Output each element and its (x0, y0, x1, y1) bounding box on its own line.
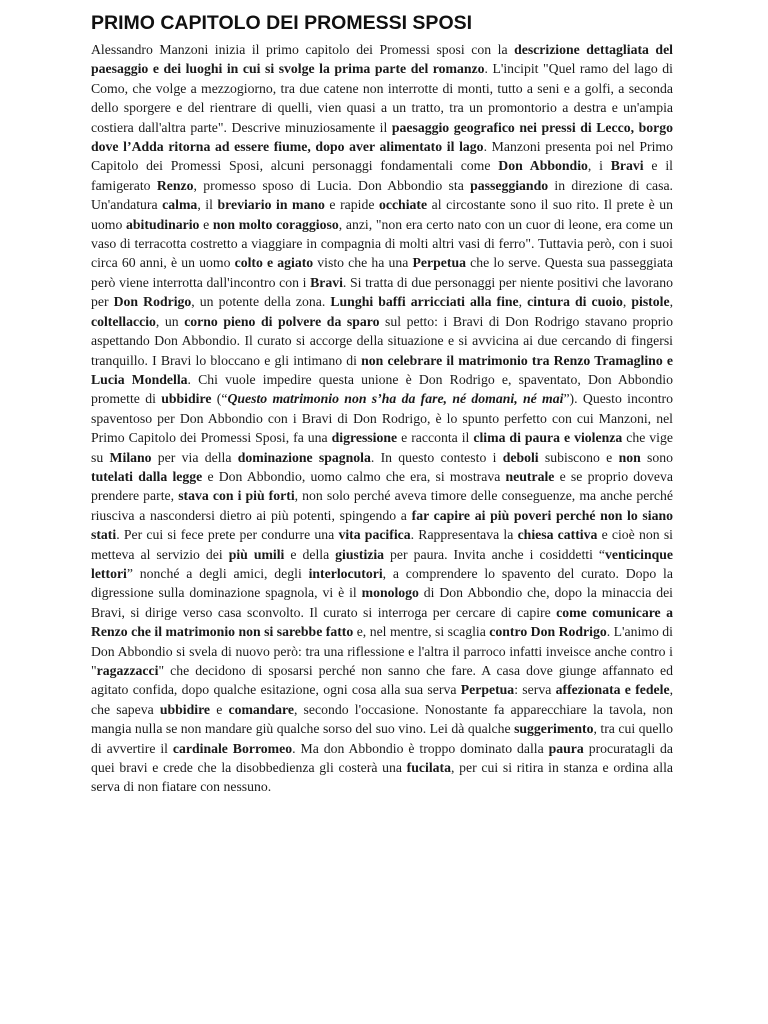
emphasis-bold-text: cardinale Borromeo (172, 740, 293, 756)
body-text-run: , (622, 294, 632, 310)
emphasis-bold-text: paesaggio geografico nei pressi di Lecco, borgo dove l’Adda ritorna ad essere fiume, dopo aver alimentato il lago (91, 119, 673, 155)
emphasis-bold-text: calma (162, 197, 198, 213)
emphasis-bold-text: non (618, 449, 641, 465)
emphasis-bold-text: cintura di cuoio (527, 294, 623, 310)
emphasis-bold-text: Milano (109, 449, 152, 465)
body-text-run: , il (197, 197, 218, 213)
emphasis-bold-text: vita pacifica (338, 527, 411, 543)
page-title: PRIMO CAPITOLO DEI PROMESSI SPOSI (91, 12, 473, 34)
body-text-run: sul petto: i Bravi di Don Rodrigo stavano proprio aspettando Don Abbondio. Il curato si accorge della situazione e si avvicina ai due cercando di fingersi tranquillo. I Bravi lo bloccano e gli intimano di (91, 313, 673, 368)
emphasis-bold-text: Renzo (156, 177, 194, 193)
body-text-run: e rapide (324, 197, 379, 213)
body-text-run: , un potente della zona. (191, 294, 331, 310)
emphasis-bold-text: breviario in mano (217, 197, 325, 213)
body-text-run: . Si tratta di due personaggi per niente positivi che lavorano per (91, 274, 673, 310)
body-text-run: e il famigerato (91, 158, 673, 193)
emphasis-bold-text: descrizione dettagliata del paesaggio e dei luoghi in cui si svolge la prima parte del romanzo (91, 42, 673, 77)
body-text-run: (“ (211, 391, 228, 407)
body-text-run: che vige su (91, 430, 673, 465)
emphasis-bold-text: monologo (361, 585, 419, 601)
body-text-run: procuratagli da quei bravi e crede che la disobbedienza gli costerà una (91, 740, 674, 776)
body-text-run: e racconta il (397, 430, 474, 446)
emphasis-italic-text: Questo matrimonio non s’ha da fare, né domani, né mai (227, 391, 564, 407)
body-text-run: ” nonché a degli amici, degli (126, 565, 309, 581)
emphasis-bold-text: ragazzacci (96, 663, 159, 678)
body-text-run: . Rappresentava la (410, 527, 518, 543)
emphasis-bold-text: Don Rodrigo (113, 294, 192, 310)
body-text-run: e della (284, 546, 336, 562)
body-text-run: , promesso sposo di Lucia. Don Abbondio sta (193, 177, 471, 193)
body-text-run: sono (640, 449, 674, 465)
emphasis-bold-text: ubbidire (159, 701, 211, 717)
body-text-run: al circostante sono il suo rito. Il prete è un uomo (91, 197, 673, 232)
body-paragraph (91, 40, 673, 797)
body-text-run: di Don Abbondio che, dopo la minaccia dei Bravi, si dirige verso casa sconvolto. Il curato si interroga per cercare di capire (91, 585, 674, 620)
body-text-run: che lo serve. Questa sua passeggiata però viene interrotta dall'incontro con i (91, 255, 673, 290)
emphasis-bold-text: coltellaccio (91, 313, 156, 329)
body-text-run: ”). Questo incontro spaventoso per Don Abbondio con i Bravi di Don Rodrigo, è lo spunto perfetto con cui Manzoni, nel Primo Capitolo dei Promessi Sposi, fa una (91, 391, 673, 446)
emphasis-bold-text: fucilata (406, 760, 451, 776)
body-text-run: e, nel mentre, si scaglia (353, 624, 490, 640)
body-text-run: . Per cui si fece prete per condurre una (116, 527, 339, 543)
body-text-run: : serva (514, 682, 556, 698)
emphasis-bold-text: Perpetua (412, 255, 466, 271)
emphasis-bold-text: paura (548, 740, 584, 756)
body-text-run: , i (587, 158, 611, 174)
body-text-run: . Chi vuole impedire questa unione è Don Rodrigo e, spaventato, Don Abbondio promette di (91, 371, 673, 407)
emphasis-bold-text: occhiate (378, 197, 428, 213)
emphasis-bold-text: più umili (228, 546, 285, 562)
emphasis-bold-text: dominazione spagnola (237, 449, 371, 465)
emphasis-bold-text: abitudinario (126, 216, 200, 232)
emphasis-bold-text: Perpetua (460, 682, 515, 698)
body-text-run: , che sapeva (91, 682, 673, 717)
body-text-run: , a comprendere lo spavento del curato. Dopo la digressione sulla dominazione spagnola, vi è il (91, 565, 673, 601)
body-text-run: . Manzoni presenta poi nel Primo Capitolo dei Promessi Sposi, alcuni personaggi fondamentali come (91, 139, 673, 174)
emphasis-bold-text: far capire ai più poveri perché non lo siano stati (91, 507, 673, 543)
body-text-run: e (210, 701, 229, 717)
emphasis-bold-text: giustizia (335, 546, 385, 562)
emphasis-bold-text: interlocutori (308, 565, 383, 581)
emphasis-bold-text: Don Abbondio (498, 158, 588, 174)
emphasis-bold-text: tutelati dalla legge (91, 468, 203, 484)
body-text-run: per via della (151, 449, 238, 465)
body-text-run: subiscono e (538, 449, 619, 465)
emphasis-bold-text: Lunghi baffi arricciati alla fine (330, 294, 519, 310)
emphasis-bold-text: non molto coraggioso (212, 216, 339, 232)
body-text-run: in direzione di casa. Un'andatura (91, 177, 673, 213)
body-text-run: , (669, 294, 673, 310)
emphasis-bold-text: affezionata e fedele (555, 682, 670, 698)
emphasis-bold-text: corno pieno di polvere da sparo (184, 313, 380, 329)
emphasis-bold-text: neutrale (505, 468, 555, 484)
body-text-run: . Ma don Abbondio è troppo dominato dalla (292, 740, 549, 756)
emphasis-bold-text: contro Don Rodrigo (489, 624, 607, 640)
emphasis-bold-text: come comunicare a Renzo che il matrimonio non si sarebbe fatto (91, 604, 673, 640)
body-text-run: , (518, 294, 528, 310)
body-text-run: , non solo perché aveva timore delle conseguenze, ma anche perché riusciva a nascondersi dietro ai più potenti, spingendo a (91, 488, 674, 523)
emphasis-bold-text: deboli (502, 449, 539, 465)
body-text-run: , secondo l'occasione. Nonostante fa apparecchiare la tavola, non mangia nulla se non mandare giù qualche sorso del suo vino. Lei dà qualche (91, 701, 673, 737)
emphasis-bold-text: clima di paura e violenza (473, 430, 623, 446)
emphasis-bold-text: ubbidire (161, 391, 212, 407)
emphasis-bold-text: pistole (631, 294, 670, 310)
emphasis-bold-text: suggerimento (514, 721, 594, 737)
body-text-run: per paura. Invita anche i cosiddetti “ (384, 546, 605, 562)
emphasis-bold-text: colto e agiato (234, 255, 314, 271)
emphasis-bold-text: Bravi (610, 158, 644, 174)
emphasis-bold-text: Bravi (310, 274, 343, 290)
body-text-run: . In questo contesto i (370, 449, 503, 465)
body-text-run: e (199, 216, 213, 232)
body-text-run: e Don Abbondio, uomo calmo che era, si mostrava (202, 468, 506, 484)
body-text-run: e cioè non si metteva al servizio dei (91, 527, 673, 562)
body-text-run: Alessandro Manzoni inizia il primo capitolo dei Promessi sposi con la (91, 42, 515, 57)
body-text-run: , un (155, 313, 185, 329)
document-page (91, 10, 673, 797)
body-text-run: " che decidono di sposarsi perché non sanno che fare. A casa dove giunge affannato ed agitato confida, dopo qualche esitazione, ogni cosa alla sua serva (91, 663, 673, 698)
emphasis-bold-text: chiesa cattiva (517, 527, 598, 543)
body-text-run: e se proprio doveva prendere parte, (91, 468, 673, 504)
emphasis-bold-text: comandare (228, 701, 294, 717)
body-text-run: , tra cui quello di avvertire il (91, 721, 673, 756)
body-text-run: visto che ha una (313, 255, 413, 271)
emphasis-bold-text: passeggiando (470, 177, 549, 193)
body-text-run: , anzi, "non era certo nato con un cuor di leone, era come un vaso di terracotta costretto a viaggiare in compagnia di molti altri vasi di ferro". Tuttavia però, con i suoi circa 60 anni, è un uomo (91, 216, 673, 271)
body-text-run: , per cui si ritira in stanza e ordina alla serva di non fiatare con nessuno. (91, 760, 674, 795)
emphasis-bold-text: non celebrare il matrimonio tra Renzo Tramaglino e Lucia Mondella (91, 352, 673, 387)
body-text-run: . L'incipit "Quel ramo del lago di Como, che volge a mezzogiorno, tra due catene non interrotte di monti, tutto a seni e a golfi, a seconda dello sporgere e del rientrare di quelli, vien quasi a un tratto, tra un promontorio a destra e un'ampia costiera dall'altra parte". Descrive minuziosamente il (91, 61, 673, 135)
emphasis-bold-text: venticinque lettori (91, 546, 673, 581)
emphasis-bold-text: digressione (331, 430, 398, 446)
emphasis-bold-text: stava con i più forti (178, 488, 295, 504)
body-text-run: . L'animo di Don Abbondio si svela di nuovo però: tra una riflessione e l'altra il parroco infatti inveisce anche contro i " (91, 624, 673, 678)
